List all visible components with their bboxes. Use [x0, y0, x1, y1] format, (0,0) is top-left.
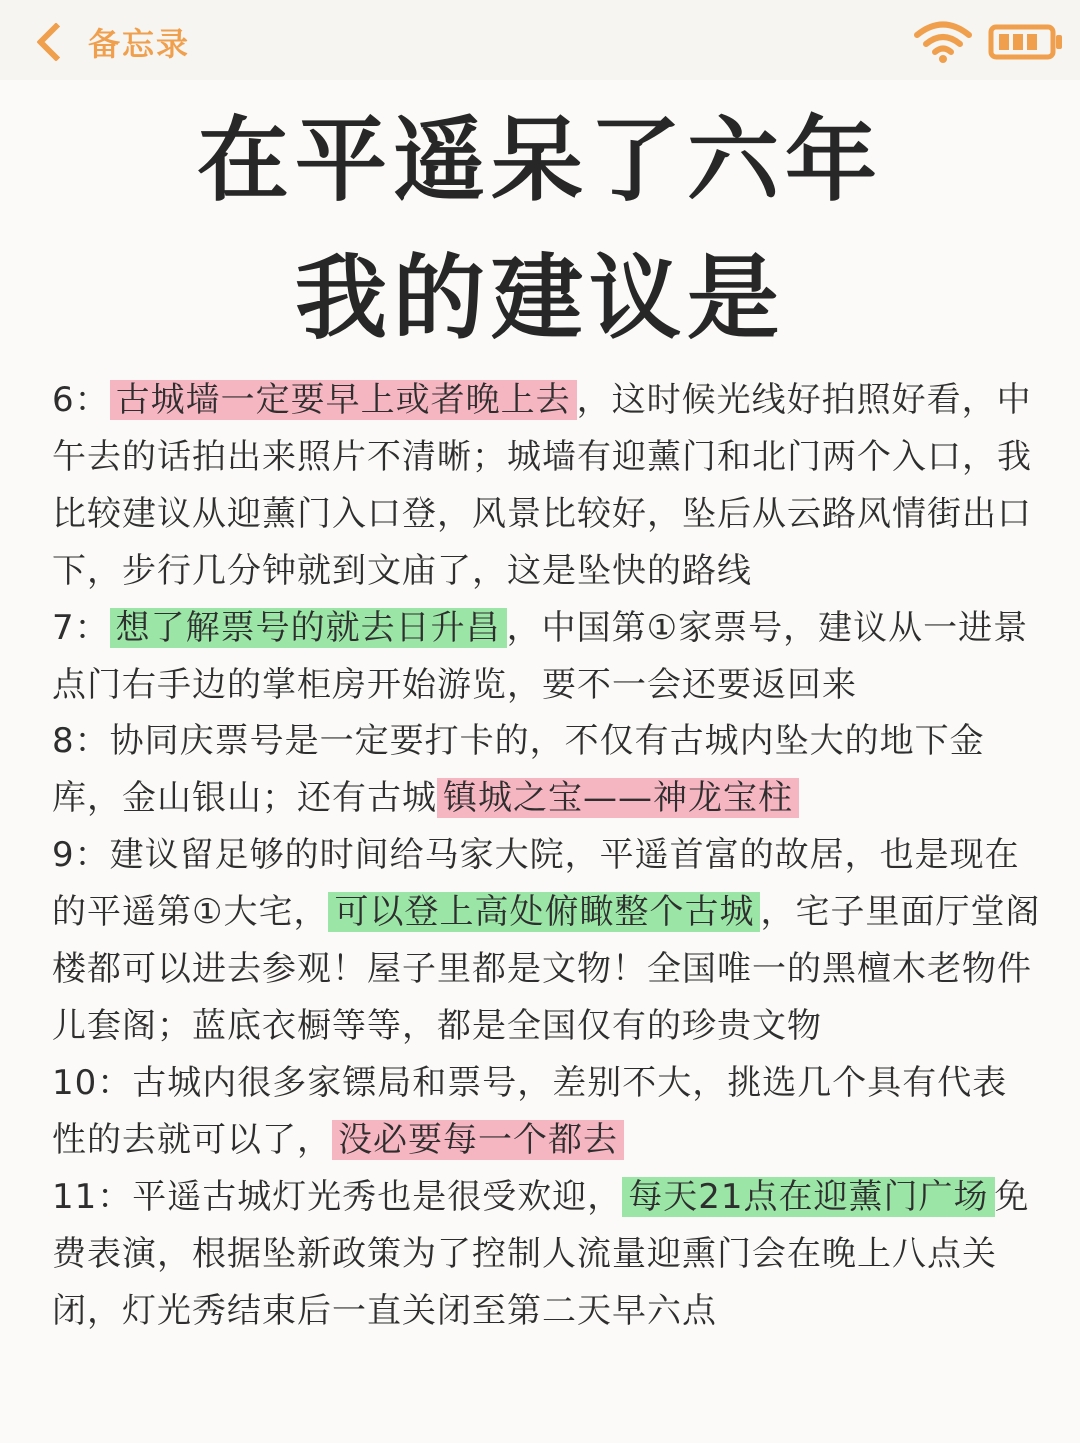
nav-bar	[0, 0, 1080, 80]
tip-11	[52, 1169, 1042, 1340]
tip-prefix: 7：	[52, 607, 110, 648]
tip-text: 免费表演，根据坠新政策为了控制人流量迎熏门会在晚上八点关闭，灯光秀结束后一直关闭至第二天早六点	[52, 1176, 1030, 1331]
title-line-2: 我的建议是	[294, 245, 785, 352]
chevron-left-icon	[36, 22, 76, 62]
tip-text: ，这时候光线好拍照好看，中午去的话拍出来照片不清晰；城墙有迎薰门和北门两个入口，我比较建议从迎薰门入口登，风景比较好，坠后从云路风情街出口下，步行几分钟就到文庙了，这是坠快的路线	[52, 380, 1032, 591]
tip-text: ，中国第①家票号，建议从一进景点门右手边的掌柜房开始游览，要不一会还要返回来	[52, 607, 1029, 705]
tip-10	[52, 1055, 1042, 1169]
tip-prefix: 9：建议留足够的时间给马家大院，平遥首富的故居，也是现在的平遥第①大宅，	[52, 835, 1020, 933]
tip-prefix: 6：	[52, 380, 110, 420]
tip-7	[52, 600, 1042, 714]
wifi-icon	[912, 20, 974, 64]
title-line-1: 在平遥呆了六年	[196, 107, 883, 214]
tip-highlight: 可以登上高处俯瞰整个古城	[328, 892, 760, 932]
battery-icon	[988, 24, 1064, 60]
tips-list	[52, 372, 1042, 1339]
tip-highlight: 想了解票号的就去日升昌	[110, 608, 507, 648]
tip-highlight: 镇城之宝——神龙宝柱	[437, 778, 799, 818]
tip-9	[52, 827, 1042, 1055]
tip-prefix: 10：古城内很多家镖局和票号，差别不大，挑选几个具有代表性的去就可以了，	[52, 1062, 1008, 1160]
tip-6	[52, 372, 1042, 600]
tip-prefix: 11：平遥古城灯光秀也是很受欢迎，	[52, 1176, 623, 1217]
tip-text: ，宅子里面厅堂阁楼都可以进去参观！屋子里都是文物！全国唯一的黑檀木老物件儿套阁；蓝底衣橱等等，都是全国仅有的珍贵文物	[52, 892, 1041, 1046]
tip-highlight: 每天21点在迎薰门广场	[622, 1177, 994, 1217]
tip-8	[52, 713, 1042, 827]
tip-highlight: 古城墙一定要早上或者晚上去	[110, 380, 577, 420]
page-title	[0, 92, 1080, 368]
back-label: 备忘录	[88, 25, 191, 63]
back-button[interactable]	[30, 20, 190, 64]
tip-prefix: 8：协同庆票号是一定要打卡的，不仅有古城内坠大的地下金库，金山银山；还有古城	[52, 721, 985, 819]
tip-highlight: 没必要每一个都去	[332, 1120, 624, 1160]
